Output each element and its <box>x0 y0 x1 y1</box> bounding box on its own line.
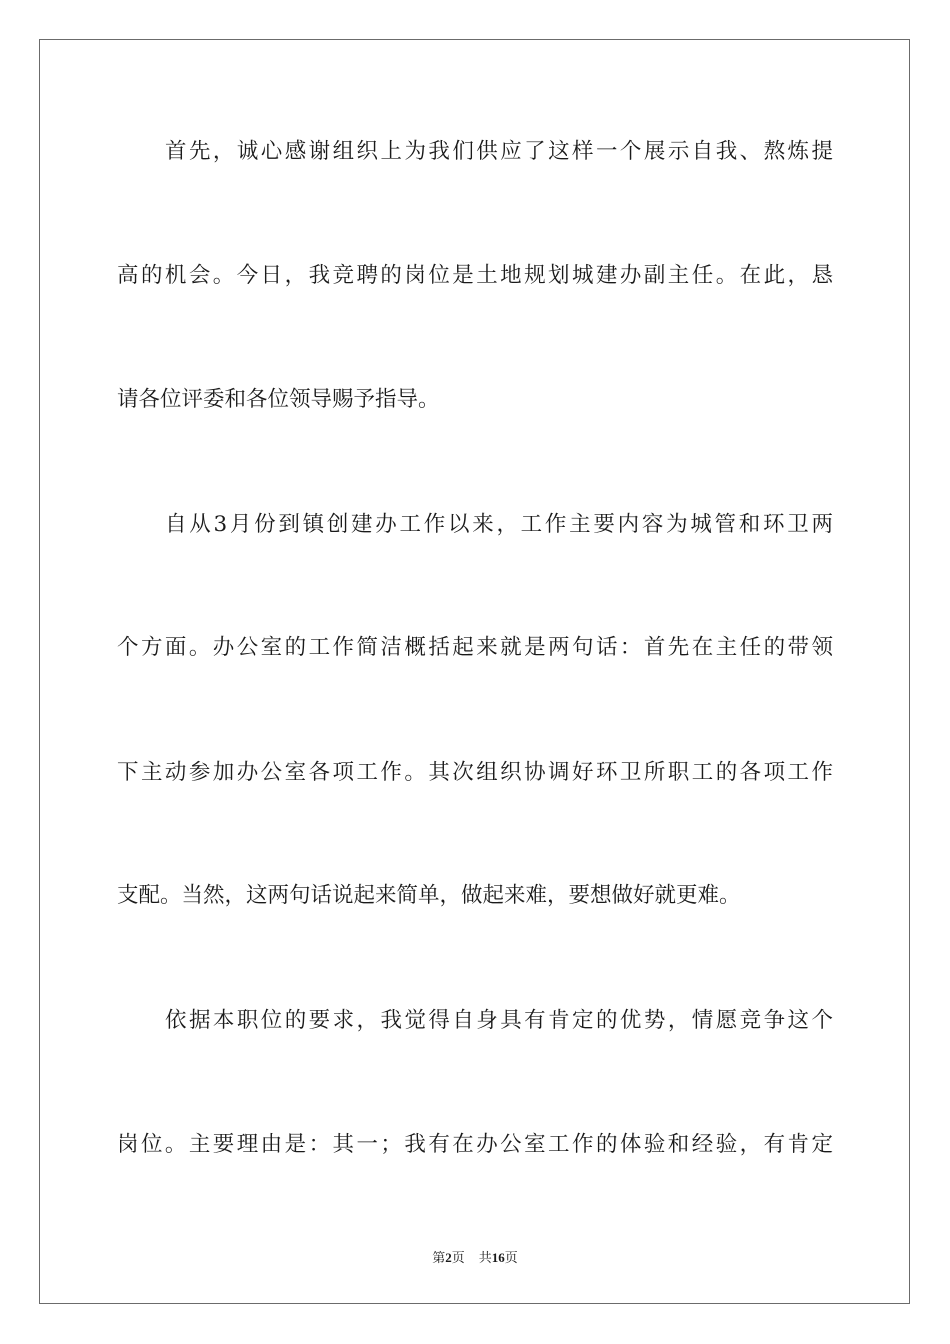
page-suffix: 页 <box>451 1250 465 1265</box>
page-border <box>39 39 910 1304</box>
page-number: 2 <box>445 1250 452 1265</box>
paragraph-3-line-1: 依据本职位的要求，我觉得自身具有肯定的优势，情愿竞争这个 <box>165 1008 833 1033</box>
paragraph-2-line-2: 个方面。办公室的工作简洁概括起来就是两句话：首先在主任的带领 <box>117 635 833 660</box>
total-pages: 16 <box>491 1250 505 1265</box>
total-prefix: 共 <box>478 1250 492 1265</box>
paragraph-2-line-4: 支配。当然，这两句话说起来简单，做起来难，要想做好就更难。 <box>117 883 741 908</box>
paragraph-1-line-2: 高的机会。今日，我竞聘的岗位是土地规划城建办副主任。在此，恳 <box>117 263 833 288</box>
total-suffix: 页 <box>504 1250 518 1265</box>
page-footer <box>0 1247 950 1266</box>
page-prefix: 第 <box>432 1250 446 1265</box>
paragraph-2-line-3: 下主动参加办公室各项工作。其次组织协调好环卫所职工的各项工作 <box>117 760 833 785</box>
paragraph-1-line-3: 请各位评委和各位领导赐予指导。 <box>117 387 440 412</box>
paragraph-2-line-1: 自从3月份到镇创建办工作以来，工作主要内容为城管和环卫两 <box>165 512 833 537</box>
paragraph-1-line-1: 首先，诚心感谢组织上为我们供应了这样一个展示自我、熬炼提 <box>165 139 833 164</box>
paragraph-3-line-2: 岗位。主要理由是：其一；我有在办公室工作的体验和经验，有肯定 <box>117 1132 833 1157</box>
